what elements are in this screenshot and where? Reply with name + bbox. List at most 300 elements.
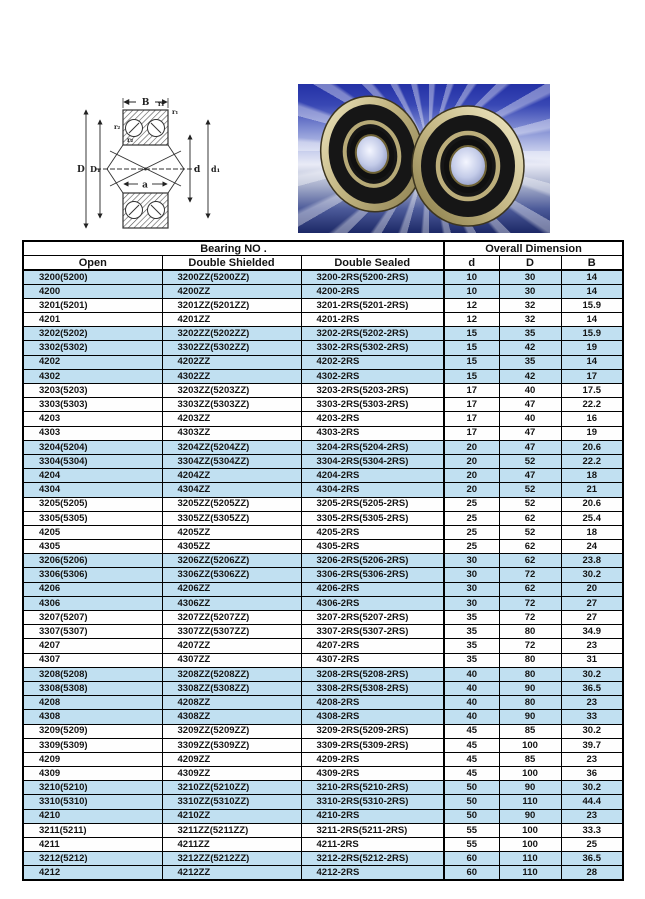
dimension-cell: 19 <box>561 341 623 355</box>
bearing-no-cell: 3210ZZ(5210ZZ) <box>162 781 301 795</box>
dimension-cell: 22.2 <box>561 398 623 412</box>
bearing-no-cell: 4306-2RS <box>301 596 444 610</box>
bearing-no-cell: 3206(5206) <box>23 554 162 568</box>
dimension-cell: 85 <box>499 752 561 766</box>
dimension-cell: 23 <box>561 809 623 823</box>
dimension-cell: 110 <box>499 852 561 866</box>
bearing-no-cell: 4309ZZ <box>162 767 301 781</box>
dimension-cell: 15 <box>444 369 499 383</box>
bearing-no-cell: 3302(5302) <box>23 341 162 355</box>
dimension-cell: 72 <box>499 596 561 610</box>
bearing-no-cell: 4307 <box>23 653 162 667</box>
bearing-no-cell: 4302-2RS <box>301 369 444 383</box>
bearing-no-cell: 4309-2RS <box>301 767 444 781</box>
dimension-cell: 47 <box>499 469 561 483</box>
bearings-photo <box>298 84 550 233</box>
dimension-D <box>77 110 100 228</box>
dimension-cell: 33 <box>561 710 623 724</box>
dimension-cell: 32 <box>499 313 561 327</box>
table-row <box>23 667 623 681</box>
dimension-cell: 30 <box>444 554 499 568</box>
dimension-cell: 52 <box>499 483 561 497</box>
bearing-no-cell: 4201 <box>23 313 162 327</box>
group-header-overall-dimension: Overall Dimension <box>444 241 623 256</box>
bearing-no-cell: 3304(5304) <box>23 454 162 468</box>
dimension-cell: 50 <box>444 795 499 809</box>
table-row <box>23 298 623 312</box>
dimension-cell: 39.7 <box>561 738 623 752</box>
table-row <box>23 313 623 327</box>
dimension-cell: 33.3 <box>561 823 623 837</box>
bearing-no-cell: 3307(5307) <box>23 625 162 639</box>
bearing-no-cell: 4208 <box>23 696 162 710</box>
bearing-no-cell: 3309ZZ(5309ZZ) <box>162 738 301 752</box>
dimension-cell: 60 <box>444 852 499 866</box>
dimension-cell: 85 <box>499 724 561 738</box>
dimension-cell: 40 <box>444 681 499 695</box>
dimension-cell: 12 <box>444 313 499 327</box>
dimension-cell: 62 <box>499 582 561 596</box>
table-row <box>23 653 623 667</box>
bearing-no-cell: 4200 <box>23 284 162 298</box>
bearing-no-cell: 4205 <box>23 525 162 539</box>
dimension-cell: 60 <box>444 866 499 880</box>
label-B: B <box>141 98 150 108</box>
table-row <box>23 823 623 837</box>
table-row <box>23 469 623 483</box>
dimension-cell: 30 <box>444 582 499 596</box>
bearing-no-cell: 3303-2RS(5303-2RS) <box>301 398 444 412</box>
dimension-cell: 14 <box>561 313 623 327</box>
bearing-no-cell: 3309(5309) <box>23 738 162 752</box>
label-r2-mid: r₂ <box>127 136 134 144</box>
bearing-no-cell: 3304ZZ(5304ZZ) <box>162 454 301 468</box>
label-D1: D₁ <box>90 164 101 174</box>
dimension-cell: 35 <box>499 355 561 369</box>
col-header-open: Open <box>23 256 162 271</box>
bearing-no-cell: 3205(5205) <box>23 497 162 511</box>
dimension-cell: 35 <box>444 611 499 625</box>
bearing-no-cell: 4207ZZ <box>162 639 301 653</box>
col-header-B: B <box>561 256 623 271</box>
table-row <box>23 795 623 809</box>
bearing-no-cell: 4202ZZ <box>162 355 301 369</box>
dimension-cell: 35 <box>499 327 561 341</box>
col-header-double-sealed: Double Sealed <box>301 256 444 271</box>
bearing-no-cell: 4209 <box>23 752 162 766</box>
bearing-no-cell: 4308 <box>23 710 162 724</box>
table-row <box>23 284 623 298</box>
dimension-cell: 25 <box>444 525 499 539</box>
bearing-no-cell: 3209ZZ(5209ZZ) <box>162 724 301 738</box>
bearing-no-cell: 3207(5207) <box>23 611 162 625</box>
table-row <box>23 681 623 695</box>
bearing-no-cell: 4303-2RS <box>301 426 444 440</box>
dimension-cell: 27 <box>561 611 623 625</box>
dimension-cell: 45 <box>444 724 499 738</box>
table-row <box>23 384 623 398</box>
bearing-no-cell: 4204-2RS <box>301 469 444 483</box>
dimension-cell: 45 <box>444 767 499 781</box>
label-d1: d₁ <box>211 164 221 174</box>
bearing-no-cell: 3302ZZ(5302ZZ) <box>162 341 301 355</box>
table-row <box>23 582 623 596</box>
bearing-no-cell: 4211-2RS <box>301 838 444 852</box>
col-header-D: D <box>499 256 561 271</box>
bearing-no-cell: 4305ZZ <box>162 540 301 554</box>
bearing-no-cell: 4303 <box>23 426 162 440</box>
bearing-no-cell: 4205ZZ <box>162 525 301 539</box>
dimension-cell: 30 <box>499 270 561 284</box>
bearing-no-cell: 4206 <box>23 582 162 596</box>
dimension-cell: 35 <box>444 639 499 653</box>
dimension-cell: 100 <box>499 738 561 752</box>
bearing-no-cell: 3203-2RS(5203-2RS) <box>301 384 444 398</box>
bearing-no-cell: 3202-2RS(5202-2RS) <box>301 327 444 341</box>
dimension-cell: 80 <box>499 667 561 681</box>
bearing-no-cell: 3303ZZ(5303ZZ) <box>162 398 301 412</box>
bearing-no-cell: 3211ZZ(5211ZZ) <box>162 823 301 837</box>
dimension-cell: 100 <box>499 838 561 852</box>
table-row <box>23 369 623 383</box>
dimension-cell: 14 <box>561 284 623 298</box>
bearing-no-cell: 3205-2RS(5205-2RS) <box>301 497 444 511</box>
bearing-no-cell: 3308ZZ(5308ZZ) <box>162 681 301 695</box>
bearing-no-cell: 3305(5305) <box>23 511 162 525</box>
table-row <box>23 781 623 795</box>
table-row <box>23 525 623 539</box>
bearing-no-cell: 3305ZZ(5305ZZ) <box>162 511 301 525</box>
dimension-cell: 20 <box>561 582 623 596</box>
bearing-no-cell: 3209-2RS(5209-2RS) <box>301 724 444 738</box>
dimension-cell: 42 <box>499 369 561 383</box>
dimension-cell: 14 <box>561 355 623 369</box>
dimension-cell: 16 <box>561 412 623 426</box>
bearing-no-cell: 4207 <box>23 639 162 653</box>
dimension-cell: 47 <box>499 440 561 454</box>
table-row <box>23 398 623 412</box>
dimension-cell: 17 <box>561 369 623 383</box>
bearing-no-cell: 3212ZZ(5212ZZ) <box>162 852 301 866</box>
bearing-no-cell: 3308(5308) <box>23 681 162 695</box>
dimension-cell: 20 <box>444 454 499 468</box>
label-d: d <box>194 165 201 175</box>
bearing-no-cell: 3302-2RS(5302-2RS) <box>301 341 444 355</box>
dimension-cell: 20 <box>444 440 499 454</box>
bearing-no-cell: 4201ZZ <box>162 313 301 327</box>
bearing-no-cell: 3209(5209) <box>23 724 162 738</box>
dimension-cell: 12 <box>444 298 499 312</box>
bearing-no-cell: 4200ZZ <box>162 284 301 298</box>
bearing-no-cell: 4305 <box>23 540 162 554</box>
table-row <box>23 412 623 426</box>
bearing-no-cell: 4212-2RS <box>301 866 444 880</box>
bearing-no-cell: 3201-2RS(5201-2RS) <box>301 298 444 312</box>
bearing-cross-section-diagram <box>72 80 222 240</box>
dimension-cell: 32 <box>499 298 561 312</box>
bearing-no-cell: 3308-2RS(5308-2RS) <box>301 681 444 695</box>
bearing-no-cell: 4210-2RS <box>301 809 444 823</box>
bearing-no-cell: 4302 <box>23 369 162 383</box>
bearing-no-cell: 4205-2RS <box>301 525 444 539</box>
dimension-cell: 30 <box>444 568 499 582</box>
dimension-cell: 30 <box>499 284 561 298</box>
table-row <box>23 511 623 525</box>
dimension-cell: 80 <box>499 625 561 639</box>
dimension-cell: 52 <box>499 497 561 511</box>
dimension-cell: 22.2 <box>561 454 623 468</box>
table-row <box>23 809 623 823</box>
bearing-no-cell: 4202 <box>23 355 162 369</box>
table-row <box>23 611 623 625</box>
bearing-no-cell: 4204 <box>23 469 162 483</box>
table-row <box>23 696 623 710</box>
dimension-cell: 47 <box>499 426 561 440</box>
table-row <box>23 540 623 554</box>
bearing-no-cell: 3204ZZ(5204ZZ) <box>162 440 301 454</box>
dimension-cell: 30.2 <box>561 724 623 738</box>
dimension-cell: 40 <box>444 667 499 681</box>
bearing-no-cell: 3200ZZ(5200ZZ) <box>162 270 301 284</box>
bearing-no-cell: 3201ZZ(5201ZZ) <box>162 298 301 312</box>
table-row <box>23 738 623 752</box>
table-row <box>23 341 623 355</box>
table-row <box>23 752 623 766</box>
dimension-cell: 17 <box>444 398 499 412</box>
dimension-cell: 30 <box>444 596 499 610</box>
bearing-no-cell: 3204-2RS(5204-2RS) <box>301 440 444 454</box>
bearing-no-cell: 3200(5200) <box>23 270 162 284</box>
dimension-cell: 21 <box>561 483 623 497</box>
right-bearing <box>412 106 524 226</box>
bearing-no-cell: 4306ZZ <box>162 596 301 610</box>
dimension-cell: 15 <box>444 355 499 369</box>
dimension-cell: 15 <box>444 341 499 355</box>
dimension-cell: 72 <box>499 611 561 625</box>
table-row <box>23 639 623 653</box>
dimension-cell: 72 <box>499 639 561 653</box>
bearing-no-cell: 3303(5303) <box>23 398 162 412</box>
dimension-cell: 15.9 <box>561 298 623 312</box>
bearing-no-cell: 3212(5212) <box>23 852 162 866</box>
bearing-no-cell: 4303ZZ <box>162 426 301 440</box>
table-row <box>23 440 623 454</box>
dimension-d <box>190 120 220 218</box>
bearing-no-cell: 4204ZZ <box>162 469 301 483</box>
bearing-no-cell: 3307ZZ(5307ZZ) <box>162 625 301 639</box>
bearing-no-cell: 3208-2RS(5208-2RS) <box>301 667 444 681</box>
dimension-cell: 110 <box>499 795 561 809</box>
bearing-no-cell: 4210 <box>23 809 162 823</box>
dimension-cell: 31 <box>561 653 623 667</box>
dimension-cell: 20 <box>444 469 499 483</box>
dimension-cell: 40 <box>444 696 499 710</box>
dimension-cell: 23 <box>561 696 623 710</box>
dimension-cell: 110 <box>499 866 561 880</box>
dimension-cell: 90 <box>499 710 561 724</box>
dimension-cell: 47 <box>499 398 561 412</box>
label-D: D <box>77 165 85 175</box>
label-r2-top: r₂ <box>158 100 165 108</box>
group-header-row <box>23 241 623 256</box>
bearing-no-cell: 4208ZZ <box>162 696 301 710</box>
bearing-no-cell: 4308-2RS <box>301 710 444 724</box>
dimension-cell: 30.2 <box>561 568 623 582</box>
dimension-cell: 34.9 <box>561 625 623 639</box>
dimension-cell: 90 <box>499 809 561 823</box>
dimension-cell: 40 <box>499 384 561 398</box>
bearing-no-cell: 4203ZZ <box>162 412 301 426</box>
table-row <box>23 327 623 341</box>
dimension-cell: 44.4 <box>561 795 623 809</box>
dimension-cell: 25 <box>444 497 499 511</box>
dimension-a <box>124 181 167 191</box>
dimension-cell: 20.6 <box>561 440 623 454</box>
bearing-no-cell: 3208ZZ(5208ZZ) <box>162 667 301 681</box>
dimension-cell: 35 <box>444 625 499 639</box>
bearing-no-cell: 3201(5201) <box>23 298 162 312</box>
dimension-cell: 55 <box>444 823 499 837</box>
table-row <box>23 483 623 497</box>
dimension-cell: 62 <box>499 554 561 568</box>
dimension-cell: 55 <box>444 838 499 852</box>
bearing-no-cell: 4209ZZ <box>162 752 301 766</box>
dimension-cell: 25 <box>444 540 499 554</box>
bearing-no-cell: 3207-2RS(5207-2RS) <box>301 611 444 625</box>
table-row <box>23 568 623 582</box>
bearing-no-cell: 4307ZZ <box>162 653 301 667</box>
bearing-no-cell: 3206-2RS(5206-2RS) <box>301 554 444 568</box>
col-header-d: d <box>444 256 499 271</box>
bearing-no-cell: 4304ZZ <box>162 483 301 497</box>
bearing-no-cell: 4308ZZ <box>162 710 301 724</box>
label-a: a <box>142 180 148 191</box>
dimension-cell: 100 <box>499 823 561 837</box>
dimension-cell: 35 <box>444 653 499 667</box>
dimension-cell: 23 <box>561 752 623 766</box>
col-header-double-shielded: Double Shielded <box>162 256 301 271</box>
dimension-cell: 50 <box>444 781 499 795</box>
table-body <box>23 270 623 880</box>
dimension-cell: 62 <box>499 511 561 525</box>
dimension-cell: 62 <box>499 540 561 554</box>
dimension-cell: 24 <box>561 540 623 554</box>
bearing-no-cell: 3205ZZ(5205ZZ) <box>162 497 301 511</box>
dimension-cell: 17 <box>444 426 499 440</box>
bearing-no-cell: 3200-2RS(5200-2RS) <box>301 270 444 284</box>
group-header-bearing-no: Bearing NO . <box>23 241 444 256</box>
table-row <box>23 497 623 511</box>
bearing-no-cell: 3212-2RS(5212-2RS) <box>301 852 444 866</box>
bearing-no-cell: 4211 <box>23 838 162 852</box>
dimension-cell: 17 <box>444 384 499 398</box>
table-row <box>23 355 623 369</box>
bearing-no-cell: 3204(5204) <box>23 440 162 454</box>
bearing-no-cell: 4212 <box>23 866 162 880</box>
bearing-no-cell: 4302ZZ <box>162 369 301 383</box>
dimension-cell: 15.9 <box>561 327 623 341</box>
dimension-cell: 18 <box>561 525 623 539</box>
dimension-cell: 80 <box>499 653 561 667</box>
dimension-cell: 30.2 <box>561 667 623 681</box>
bearing-no-cell: 3202ZZ(5202ZZ) <box>162 327 301 341</box>
bearing-no-cell: 4309 <box>23 767 162 781</box>
dimension-cell: 10 <box>444 270 499 284</box>
bearing-no-cell: 3304-2RS(5304-2RS) <box>301 454 444 468</box>
bearing-no-cell: 4304-2RS <box>301 483 444 497</box>
table-row <box>23 625 623 639</box>
dimension-cell: 28 <box>561 866 623 880</box>
dimension-cell: 42 <box>499 341 561 355</box>
dimension-cell: 100 <box>499 767 561 781</box>
dimension-cell: 27 <box>561 596 623 610</box>
dimension-cell: 72 <box>499 568 561 582</box>
bearing-no-cell: 3206ZZ(5206ZZ) <box>162 554 301 568</box>
bearing-no-cell: 4206ZZ <box>162 582 301 596</box>
dimension-cell: 80 <box>499 696 561 710</box>
bearing-spec-table <box>22 240 624 881</box>
table-row <box>23 426 623 440</box>
dimension-cell: 20.6 <box>561 497 623 511</box>
bearing-no-cell: 4203-2RS <box>301 412 444 426</box>
bearing-no-cell: 3203ZZ(5203ZZ) <box>162 384 301 398</box>
bearing-no-cell: 3210-2RS(5210-2RS) <box>301 781 444 795</box>
table-row <box>23 767 623 781</box>
bearing-no-cell: 4203 <box>23 412 162 426</box>
dimension-cell: 17.5 <box>561 384 623 398</box>
dimension-cell: 45 <box>444 752 499 766</box>
dimension-cell: 25 <box>561 838 623 852</box>
table-row <box>23 852 623 866</box>
bearing-no-cell: 3208(5208) <box>23 667 162 681</box>
dimension-cell: 15 <box>444 327 499 341</box>
dimension-cell: 19 <box>561 426 623 440</box>
dimension-cell: 90 <box>499 781 561 795</box>
bearing-no-cell: 4210ZZ <box>162 809 301 823</box>
dimension-cell: 45 <box>444 738 499 752</box>
bearing-no-cell: 3305-2RS(5305-2RS) <box>301 511 444 525</box>
bearing-no-cell: 3310ZZ(5310ZZ) <box>162 795 301 809</box>
dimension-cell: 25.4 <box>561 511 623 525</box>
bearing-no-cell: 4200-2RS <box>301 284 444 298</box>
bearing-no-cell: 4307-2RS <box>301 653 444 667</box>
table-row <box>23 866 623 880</box>
table-row <box>23 454 623 468</box>
dimension-cell: 23 <box>561 639 623 653</box>
dimension-cell: 52 <box>499 525 561 539</box>
bearing-no-cell: 4202-2RS <box>301 355 444 369</box>
dimension-cell: 10 <box>444 284 499 298</box>
bearing-no-cell: 3306ZZ(5306ZZ) <box>162 568 301 582</box>
dimension-cell: 36.5 <box>561 681 623 695</box>
label-r1: r₁ <box>172 108 179 116</box>
dimension-cell: 90 <box>499 681 561 695</box>
table-row <box>23 724 623 738</box>
dimension-cell: 17 <box>444 412 499 426</box>
label-r2-left: r₂ <box>114 123 121 131</box>
bearing-no-cell: 3306-2RS(5306-2RS) <box>301 568 444 582</box>
bearing-no-cell: 3203(5203) <box>23 384 162 398</box>
column-header-row <box>23 256 623 271</box>
bearing-no-cell: 3207ZZ(5207ZZ) <box>162 611 301 625</box>
bearing-no-cell: 4207-2RS <box>301 639 444 653</box>
dimension-cell: 36 <box>561 767 623 781</box>
bearing-no-cell: 4209-2RS <box>301 752 444 766</box>
dimension-cell: 40 <box>499 412 561 426</box>
table-row <box>23 554 623 568</box>
dimension-cell: 40 <box>444 710 499 724</box>
bearing-no-cell: 3310-2RS(5310-2RS) <box>301 795 444 809</box>
